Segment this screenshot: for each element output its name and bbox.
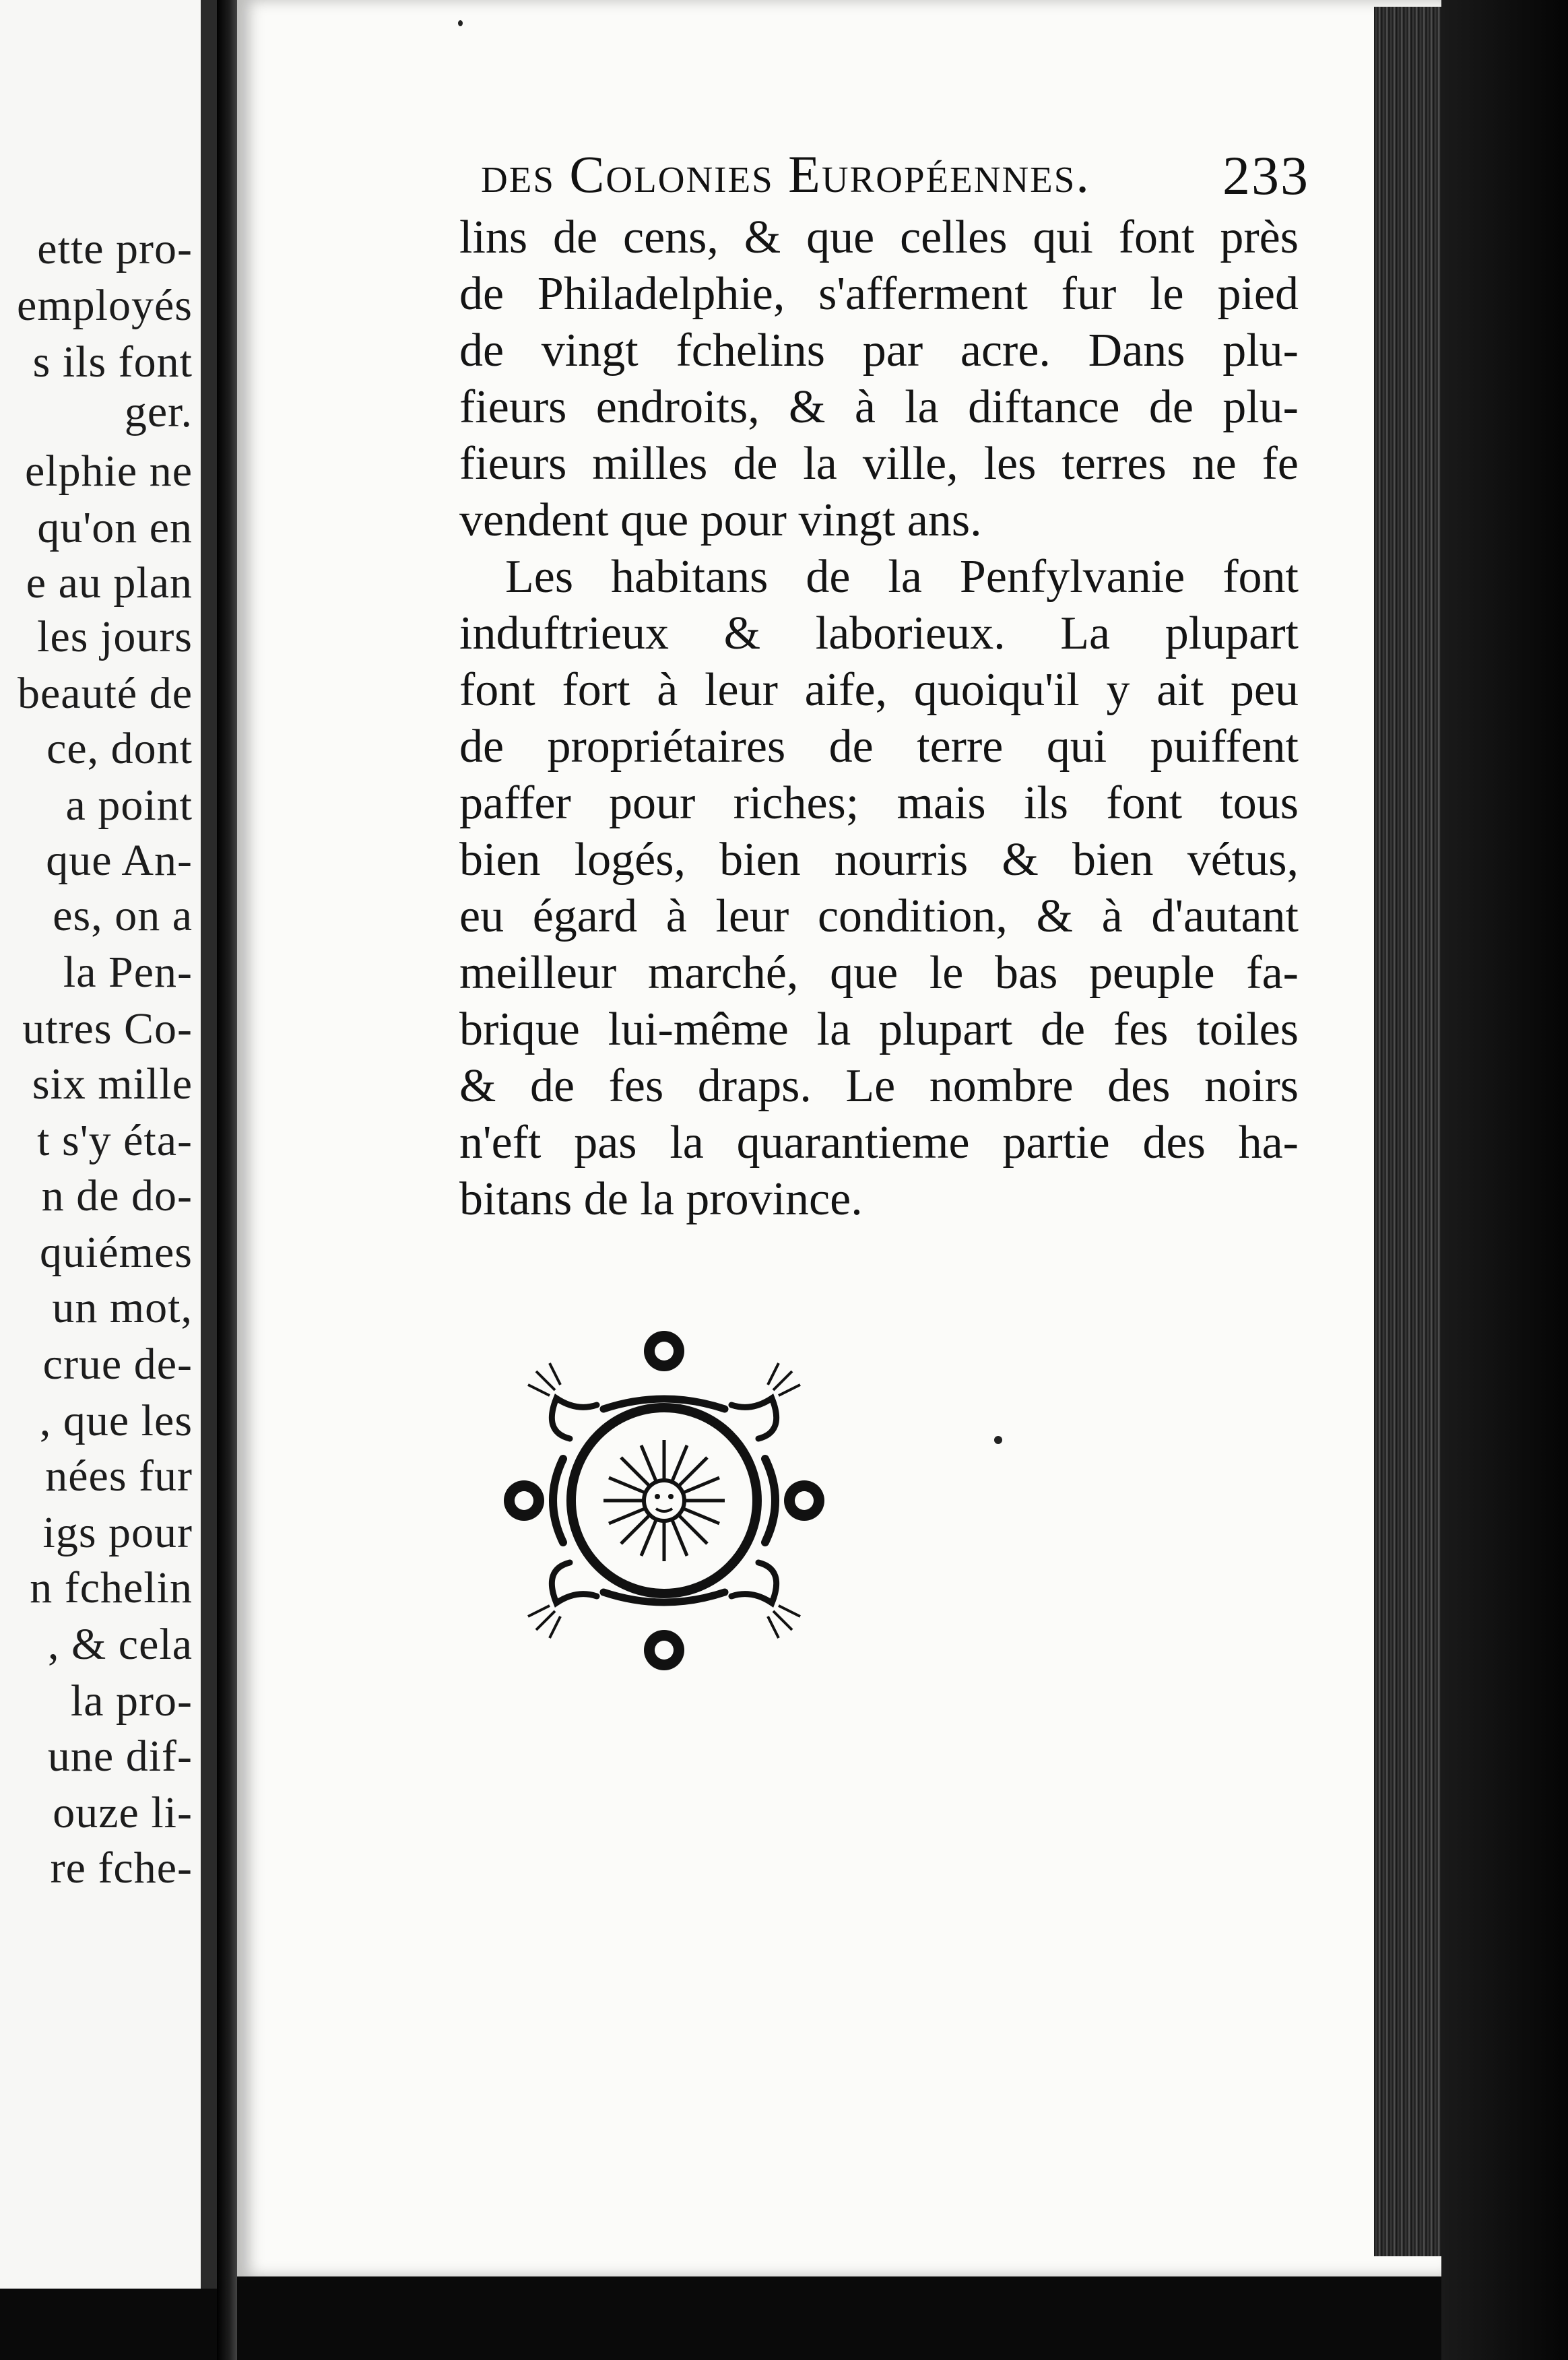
left-line: six mille <box>32 1059 193 1109</box>
running-head-title: des Colonies Européennes. <box>481 145 1090 203</box>
left-line: a point <box>65 781 193 830</box>
left-line: s ils font <box>32 337 193 387</box>
left-line: qu'on en <box>37 503 193 552</box>
left-line: quiémes <box>40 1228 193 1277</box>
left-line: re fche- <box>50 1843 193 1893</box>
fleuron-ornament <box>496 1324 832 1677</box>
left-line: ouze li- <box>53 1788 193 1837</box>
body-line: n'eft pas la quarantieme partie des ha- <box>459 1117 1299 1169</box>
left-line: igs pour <box>42 1508 193 1557</box>
left-line: e au plan <box>26 558 193 608</box>
left-page <box>0 0 218 2289</box>
body-line: font fort à leur aife, quoiqu'il y ait peu <box>459 664 1299 716</box>
left-line: t s'y éta- <box>37 1116 193 1165</box>
left-line: n fchelin <box>30 1563 193 1612</box>
page-number: 233 <box>1222 145 1309 206</box>
body-line: induftrieux & laborieux. La plupart <box>459 608 1299 659</box>
main-page <box>237 0 1441 2276</box>
body-line: eu égard à leur condition, & à d'autant <box>459 890 1299 942</box>
running-head <box>481 144 1309 211</box>
left-line: la Pen- <box>63 948 193 997</box>
left-line: nées fur <box>45 1451 193 1501</box>
left-line: ette pro- <box>37 224 193 273</box>
left-line: un mot, <box>52 1283 193 1332</box>
left-line: beauté de <box>17 669 193 718</box>
body-line: fieurs endroits, & à la diftance de plu- <box>459 381 1299 433</box>
body-line: bitans de la province. <box>459 1173 863 1225</box>
left-line: elphie ne <box>24 447 193 496</box>
body-line: vendent que pour vingt ans. <box>459 494 982 546</box>
left-line: la pro- <box>70 1676 193 1726</box>
left-line: crue de- <box>42 1340 193 1389</box>
left-line: ger. <box>124 387 193 436</box>
edge-shade <box>1441 0 1568 2360</box>
body-line: de vingt fchelins par acre. Dans plu- <box>459 325 1299 376</box>
body-line: de propriétaires de terre qui puiffent <box>459 721 1299 773</box>
left-line: employés <box>17 281 193 330</box>
left-line: les jours <box>37 612 193 661</box>
left-line: es, on a <box>53 891 193 940</box>
ink-speck <box>994 1436 1002 1444</box>
left-line: ce, dont <box>46 724 193 773</box>
body-line: bien logés, bien nourris & bien vétus, <box>459 834 1299 886</box>
paragraph-start-line: Les habitans de la Penfylvanie font <box>505 551 1299 603</box>
left-line: utres Co- <box>22 1004 193 1053</box>
left-line: , que les <box>39 1396 193 1445</box>
left-line: , & cela <box>47 1620 193 1669</box>
body-line: meilleur marché, que le bas peuple fa- <box>459 947 1299 999</box>
body-line: brique lui-même la plupart de fes toiles <box>459 1004 1299 1055</box>
body-line: lins de cens, & que celles qui font près <box>459 211 1299 263</box>
body-line: & de fes draps. Le nombre des noirs <box>459 1060 1299 1112</box>
body-line: paffer pour riches; mais ils font tous <box>459 777 1299 829</box>
body-line: fieurs milles de la ville, les terres ne fe <box>459 438 1299 490</box>
body-line: de Philadelphie, s'afferment fur le pied <box>459 268 1299 320</box>
left-line: une dif- <box>47 1732 193 1781</box>
left-line: n de do- <box>41 1171 193 1220</box>
left-line: que An- <box>46 836 193 885</box>
gutter-shadow <box>217 0 237 2360</box>
ink-speck <box>458 20 463 26</box>
